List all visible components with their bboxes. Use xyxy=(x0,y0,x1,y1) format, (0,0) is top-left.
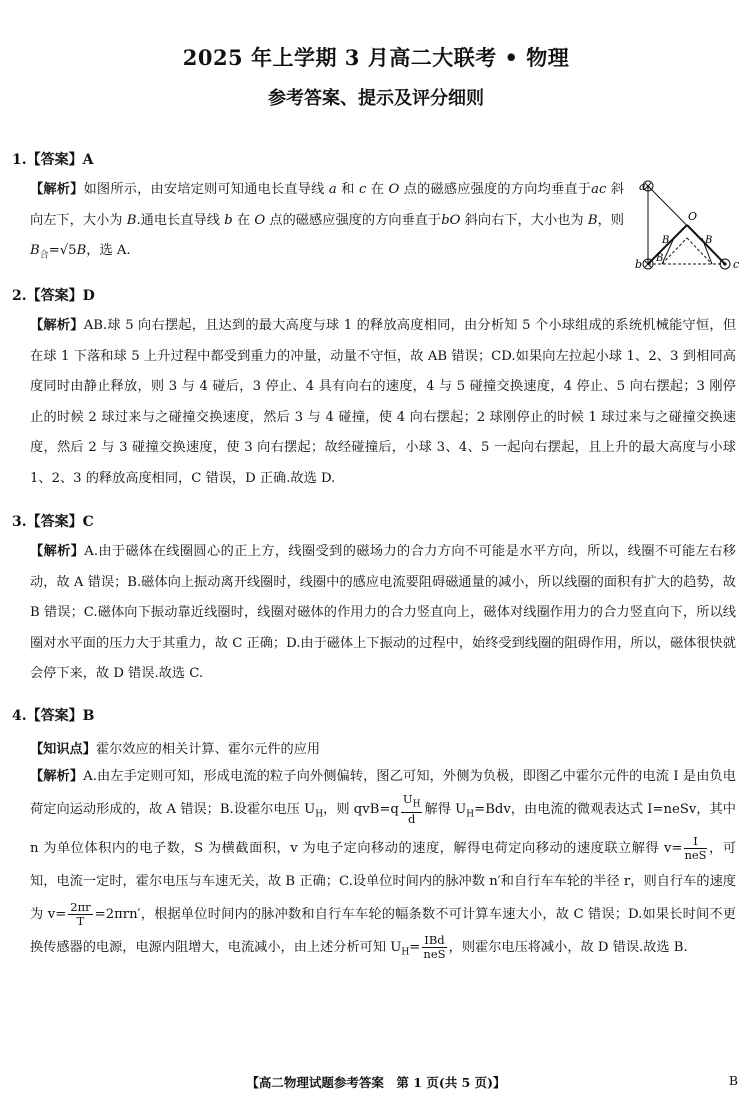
q4-knowledge-label: 【知识点】 xyxy=(30,742,96,757)
q1-text-a: 如图所示，由安培定则可知通电长直导线 xyxy=(83,182,329,197)
q4-text-4: =Bdv，由电流的微观表达式 I=neSv，其中 n 为单位体积内的电子数，S 为横截面积，v 为电子定向移动的速度，解得电荷定向移动的速度联立解得 v= xyxy=(30,802,736,856)
q1-var-B: B xyxy=(126,212,137,228)
q2-analysis xyxy=(30,311,736,494)
q1-analysis xyxy=(30,175,624,271)
fig-label-b: b xyxy=(635,258,643,271)
q4-text-8: ，则霍尔电压将减小，故 D 错误.故选 B. xyxy=(448,939,688,955)
q1-var-O2: O xyxy=(254,212,266,228)
q3-analysis xyxy=(30,537,736,690)
q4-sub-6: H xyxy=(401,947,410,958)
q4-frac-ibd-nes xyxy=(422,934,446,961)
q1-answer: 1.【答案】A xyxy=(12,152,94,168)
q4-text-2: ，则 qvB=q xyxy=(323,802,399,817)
q1-text-d: 点的磁感应强度的方向均垂直于 xyxy=(399,182,592,197)
q1-text-e: 斜向左下，大小为 xyxy=(30,182,624,228)
q1-text-f: .通电长直导线 xyxy=(136,212,225,228)
fig-label-B3: B xyxy=(656,253,664,264)
fig-label-c: c xyxy=(733,258,740,271)
q1-var-a: a xyxy=(328,182,337,197)
fig-label-B2: B xyxy=(705,235,713,246)
page-subtitle: 参考答案、提示及评分细则 xyxy=(268,88,484,109)
q4-frac3-den: T xyxy=(76,913,85,928)
q4-sub-1: H xyxy=(315,809,324,820)
q1-text-g: 在 xyxy=(232,212,255,228)
q4-frac-i-nes xyxy=(684,835,706,862)
q1-text-k: =√5 xyxy=(48,243,77,258)
q4-frac1-den: d xyxy=(407,811,416,826)
q1-var-c: c xyxy=(358,182,367,197)
q1-var-ac: ac xyxy=(591,182,607,197)
q1-text-b: 和 xyxy=(336,182,359,197)
q2-analysis-label: 【解析】 xyxy=(30,318,84,333)
q1-text-h: 点的磁感应强度的方向垂直于 xyxy=(265,212,442,228)
page-title: 2025 年上学期 3 月高二大联考 • 物理 xyxy=(182,45,570,70)
q2-answer: 2.【答案】D xyxy=(12,288,95,304)
q1-figure xyxy=(632,176,742,274)
q1-var-B2: B xyxy=(587,212,598,228)
fig-label-B1: B xyxy=(662,235,670,246)
q1-var-B3: B xyxy=(76,243,87,258)
q4-text-5: ，可知，电流一定时，霍尔电压与车速无关，故 B 正确；C.设单位时间内的脉冲数 n′和自行车车轮的半径 r，则自行车的速度为 v= xyxy=(30,840,736,922)
q4-frac1-num-sub: H xyxy=(412,799,421,810)
q4-frac3-num: 2πr xyxy=(70,899,91,914)
q4-frac-uh-d xyxy=(401,793,423,825)
q4-analysis-label: 【解析】 xyxy=(30,769,84,784)
q3-analysis-text: A.由于磁体在线圈圆心的正上方，线圈受到的磁场力的合力方向不可能是水平方向，所以，线圈不可能左右移动，故 A 错误；B.磁体向上振动离开线圈时，线圈中的感应电流要阻碍磁通量的减小，所以线圈的面积有扩大的趋势，故 B 错误；C.磁体向下振动靠近线圈时，线圈对磁体的作用力的合力竖直向上，磁体对线圈作用力的合力竖直向下，所以线圈对水平面的压力大于其重力，故 C 正确；D.由于磁体上下振动的过程中，始终受到线圈的阻碍作用，所以，磁体很快就会停下来，故 D 错误.故选 C. xyxy=(30,544,736,681)
q1-sub-he: 合 xyxy=(39,250,49,261)
q4-text-7: = xyxy=(409,939,421,955)
q1-text-c: 在 xyxy=(366,182,389,197)
q4-text-3: 解得 U xyxy=(424,802,467,817)
q1-text-i: 斜向右下，大小也为 xyxy=(460,212,588,228)
q3-analysis-label: 【解析】 xyxy=(30,544,85,559)
q1-text-l: ，选 A. xyxy=(86,243,131,258)
fig-label-O: O xyxy=(688,210,698,223)
q4-frac-2pir-t xyxy=(68,901,92,928)
q4-text-1: A.由左手定则可知，形成电流的粒子向外侧偏转，图乙可知，外侧为负极，即图乙中霍尔元件的电流 I 是由负电荷定向运动形成的，故 A 错误；B.设霍尔电压 U xyxy=(30,769,736,817)
q1-var-Bhe: B xyxy=(30,243,40,258)
q4-frac4-den: neS xyxy=(423,946,446,961)
page-footer: 【高二物理试题参考答案 第 1 页(共 5 页)】 xyxy=(246,1075,506,1090)
q4-text-6: =2πrn′，根据单位时间内的脉冲数和自行车车轮的幅条数不可计算车速大小，故 C 错误；D.如果长时间不更换传感器的电源，电源内阻增大，电流减小，由上述分析可知 U xyxy=(30,906,736,955)
q1-var-b: b xyxy=(224,212,233,228)
q4-frac1-num: U xyxy=(402,792,413,807)
q1-var-bO: bO xyxy=(441,212,461,228)
q4-frac4-num: IBd xyxy=(424,932,445,947)
q3-answer: 3.【答案】C xyxy=(12,514,94,530)
q1-text-j: ，则 xyxy=(597,212,624,228)
q4-sub-3: H xyxy=(466,809,475,820)
fig-label-a: a xyxy=(639,180,646,193)
q4-answer: 4.【答案】B xyxy=(12,708,95,724)
q4-frac2-num: I xyxy=(684,835,706,849)
q2-analysis-text: AB.球 5 向右摆起，且达到的最大高度与球 1 的释放高度相同，由分析知 5 个小球组成的系统机械能守恒，但在球 1 下落和球 5 上升过程中都受到重力的冲量，动量不守恒，故 AB 错误；CD.如果向左拉起小球 1、2、3 到相同高度同时由静止释放，则 3 与 4 碰后，3 停止、4 具有向右的速度，4 与 5 碰撞交换速度，4 停止、5 向右摆起；3 刚停止的时候 2 球过来与之碰撞交换速度，然后 3 与 4 碰撞，使 4 向右摆起；2 球刚停止的时候 1 球过来与之碰撞交换速度，然后 2 与 3 碰撞交换速度，使 3 向右摆起；故经碰撞后，小球 3、4、5 一起向右摆起，且上升的最大高度与小球 1、2、3 的释放高度相同，C 错误，D 正确.故选 D. xyxy=(30,318,737,486)
q1-var-O: O xyxy=(388,182,400,197)
q4-knowledge xyxy=(30,738,320,757)
version-letter: B xyxy=(728,1073,738,1088)
q4-frac2-den: neS xyxy=(684,847,707,862)
q4-knowledge-text: 霍尔效应的相关计算、霍尔元件的应用 xyxy=(95,742,321,757)
q4-analysis xyxy=(30,760,736,969)
q1-analysis-label: 【解析】 xyxy=(30,182,84,197)
